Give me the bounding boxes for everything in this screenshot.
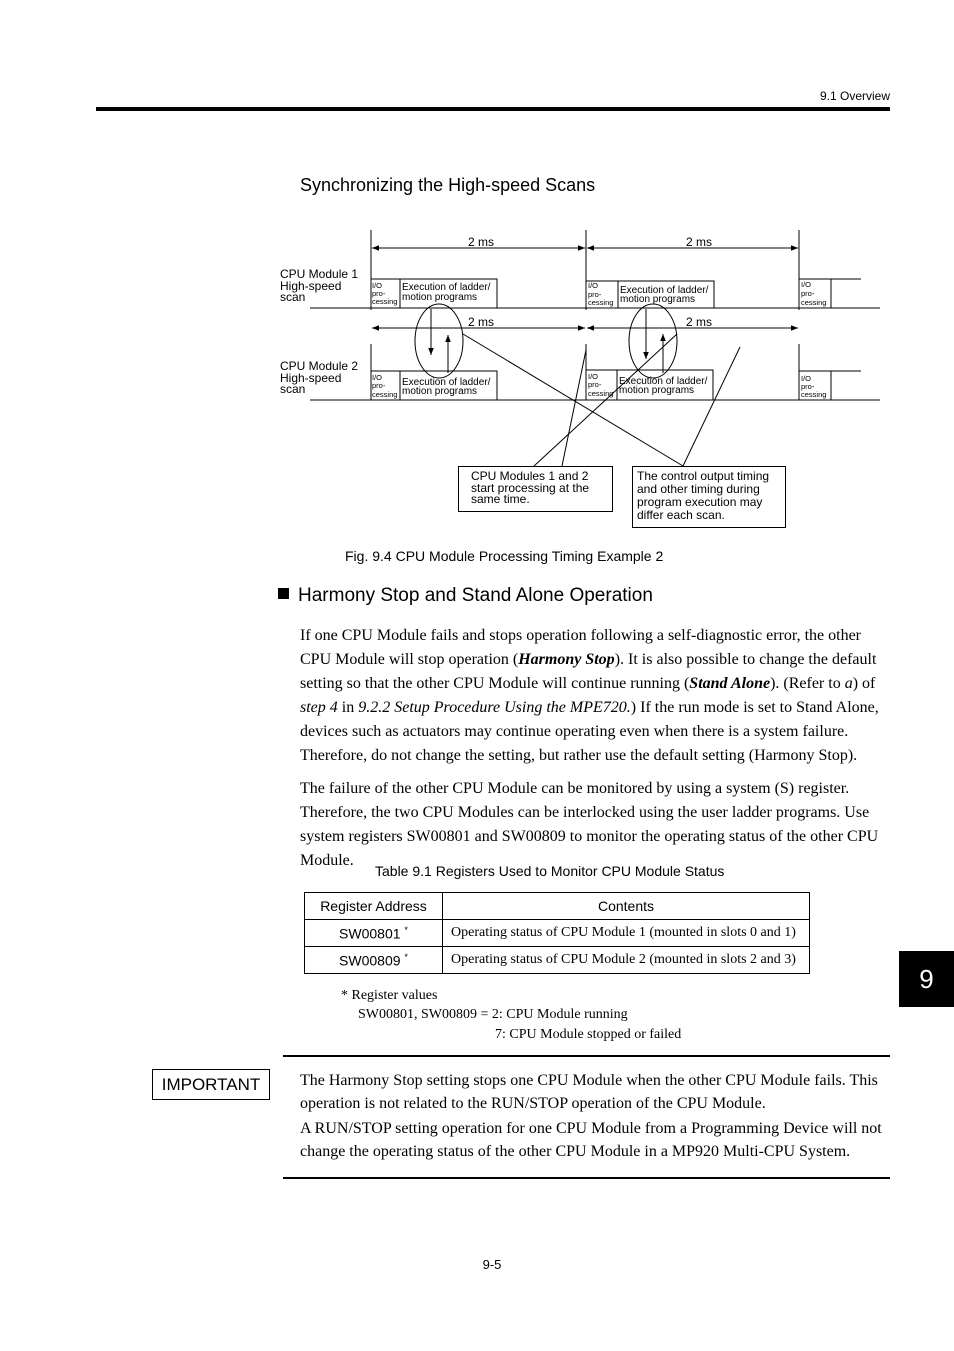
callout-left-line3: same time. — [471, 492, 530, 506]
row2-label-line1: CPU Module 2 — [280, 359, 359, 373]
header-register-address: Register Address — [305, 893, 443, 920]
subsection-title: Synchronizing the High-speed Scans — [300, 175, 596, 195]
callout-right-line2: and other timing during — [637, 482, 760, 496]
io-label: cessing — [588, 389, 614, 398]
row2-label-line2: High-speed — [280, 371, 342, 385]
paragraph-monitoring: The failure of the other CPU Module can be monitored by using a system (S) register. Therefore, the two CPU Modules can be interlocked using the user ladder programs. Use system registers SW00801 and SW00809 to monitor the operating status of the other CPU Module. — [300, 780, 879, 869]
page-number: 9-5 — [482, 1257, 502, 1272]
table-row — [305, 947, 810, 974]
header-rule — [96, 107, 890, 111]
para-text: ) of — [852, 675, 876, 692]
register-address: SW00801 — [339, 925, 401, 942]
footnote-line: 7: CPU Module stopped or failed — [495, 1027, 682, 1042]
paragraph-harmony-stop — [300, 624, 892, 768]
figure-caption: Fig. 9.4 CPU Module Processing Timing Example 2 — [345, 548, 664, 564]
row1-label-line2: High-speed — [280, 279, 342, 293]
io-label: I/O — [801, 374, 812, 383]
io-label: I/O — [801, 280, 812, 289]
io-label: pro- — [588, 380, 602, 389]
io-label: cessing — [372, 297, 398, 306]
register-address-cell — [305, 947, 443, 974]
header-contents: Contents — [443, 893, 810, 920]
register-table — [304, 892, 810, 974]
footnote-mark: * — [404, 951, 408, 962]
exec-label: motion programs — [620, 294, 696, 305]
para-text: ). (Refer to — [770, 675, 845, 692]
footnote-mark: * — [404, 924, 408, 935]
para-text: in — [337, 699, 359, 716]
running-header: 9.1 Overview — [819, 89, 890, 103]
section-heading — [278, 585, 653, 607]
para-text: If one CPU Module fails and stops operation following a self-diagnostic error, the other CPU Module will stop operation ( — [300, 627, 862, 668]
para-text: ) If the run mode is set to Stand Alone, devices such as actuators may continue operating even when there is a system failure. Therefore, do not change the setting, but rather use the default setting (Harmony Stop). — [300, 699, 879, 764]
timing-diagram — [270, 220, 890, 532]
important-paragraph: A RUN/STOP setting operation for one CPU Module from a Programming Device will not change the operating status of the other CPU Module in a MP920 Multi-CPU System. — [300, 1120, 882, 1160]
exec-label: Execution of ladder/ — [620, 285, 709, 296]
row1-label-line1: CPU Module 1 — [280, 267, 359, 281]
interval-label: 2 ms — [467, 315, 495, 329]
term-harmony-stop: Harmony Stop — [518, 651, 615, 668]
interval-label: 2 ms — [685, 235, 713, 249]
exec-label: Execution of ladder/ — [619, 376, 708, 387]
table-caption: Table 9.1 Registers Used to Monitor CPU Module Status — [375, 863, 725, 879]
io-label: pro- — [372, 289, 386, 298]
exec-label: motion programs — [402, 386, 478, 397]
ref-step: step 4 — [300, 699, 338, 716]
io-label: I/O — [588, 372, 599, 381]
contents-cell: Operating status of CPU Module 1 (mounted in slots 0 and 1) — [443, 920, 810, 947]
chapter-tab: 9 — [899, 951, 954, 1007]
io-label: pro- — [372, 381, 386, 390]
interval-label: 2 ms — [467, 235, 495, 249]
row1-label-line3: scan — [280, 290, 306, 304]
row2-label-line3: scan — [280, 382, 306, 396]
exec-label: motion programs — [619, 385, 695, 396]
io-label: cessing — [588, 298, 614, 307]
io-label: pro- — [588, 290, 602, 299]
io-label: cessing — [801, 298, 827, 307]
important-rule-top — [283, 1055, 890, 1057]
callout-right-line1: The control output timing — [637, 469, 770, 483]
io-label: cessing — [801, 390, 827, 399]
important-badge: IMPORTANT — [152, 1069, 270, 1100]
interval-label: 2 ms — [685, 315, 713, 329]
exec-label: Execution of ladder/ — [402, 377, 491, 388]
table-header-row — [305, 893, 810, 920]
callout-right-line3: program execution may — [637, 495, 763, 509]
io-label: I/O — [372, 373, 383, 382]
callout-left-line1: CPU Modules 1 and 2 — [471, 469, 589, 483]
term-stand-alone: Stand Alone — [689, 675, 771, 692]
io-label: pro- — [801, 382, 815, 391]
section-title: Harmony Stop and Stand Alone Operation — [298, 585, 653, 606]
footnote-line: SW00801, SW00809 = 2: CPU Module running — [358, 1007, 628, 1022]
exec-label: motion programs — [402, 292, 478, 303]
ref-item: a — [844, 675, 853, 692]
io-label: cessing — [372, 390, 398, 399]
exec-label: Execution of ladder/ — [402, 282, 491, 293]
ref-section: 9.2.2 Setup Procedure Using the MPE720. — [358, 699, 631, 716]
io-label: I/O — [372, 281, 383, 290]
register-address-cell — [305, 920, 443, 947]
footnote-line: * Register values — [341, 988, 438, 1003]
io-label: pro- — [801, 289, 815, 298]
important-rule-bottom — [283, 1177, 890, 1179]
contents-cell: Operating status of CPU Module 2 (mounted in slots 2 and 3) — [443, 947, 810, 974]
table-row — [305, 920, 810, 947]
important-paragraph: The Harmony Stop setting stops one CPU Module when the other CPU Module fails. This operation is not related to the RUN/STOP operation of the CPU Module. — [300, 1072, 878, 1112]
callout-right-line4: differ each scan. — [637, 508, 725, 522]
register-address: SW00809 — [339, 952, 401, 969]
para-text: ). It is also possible to change the default setting so that the other CPU Module will continue running ( — [300, 651, 877, 692]
callout-left-line2: start processing at the — [471, 481, 590, 495]
square-bullet-icon — [278, 588, 289, 599]
io-label: I/O — [588, 281, 599, 290]
